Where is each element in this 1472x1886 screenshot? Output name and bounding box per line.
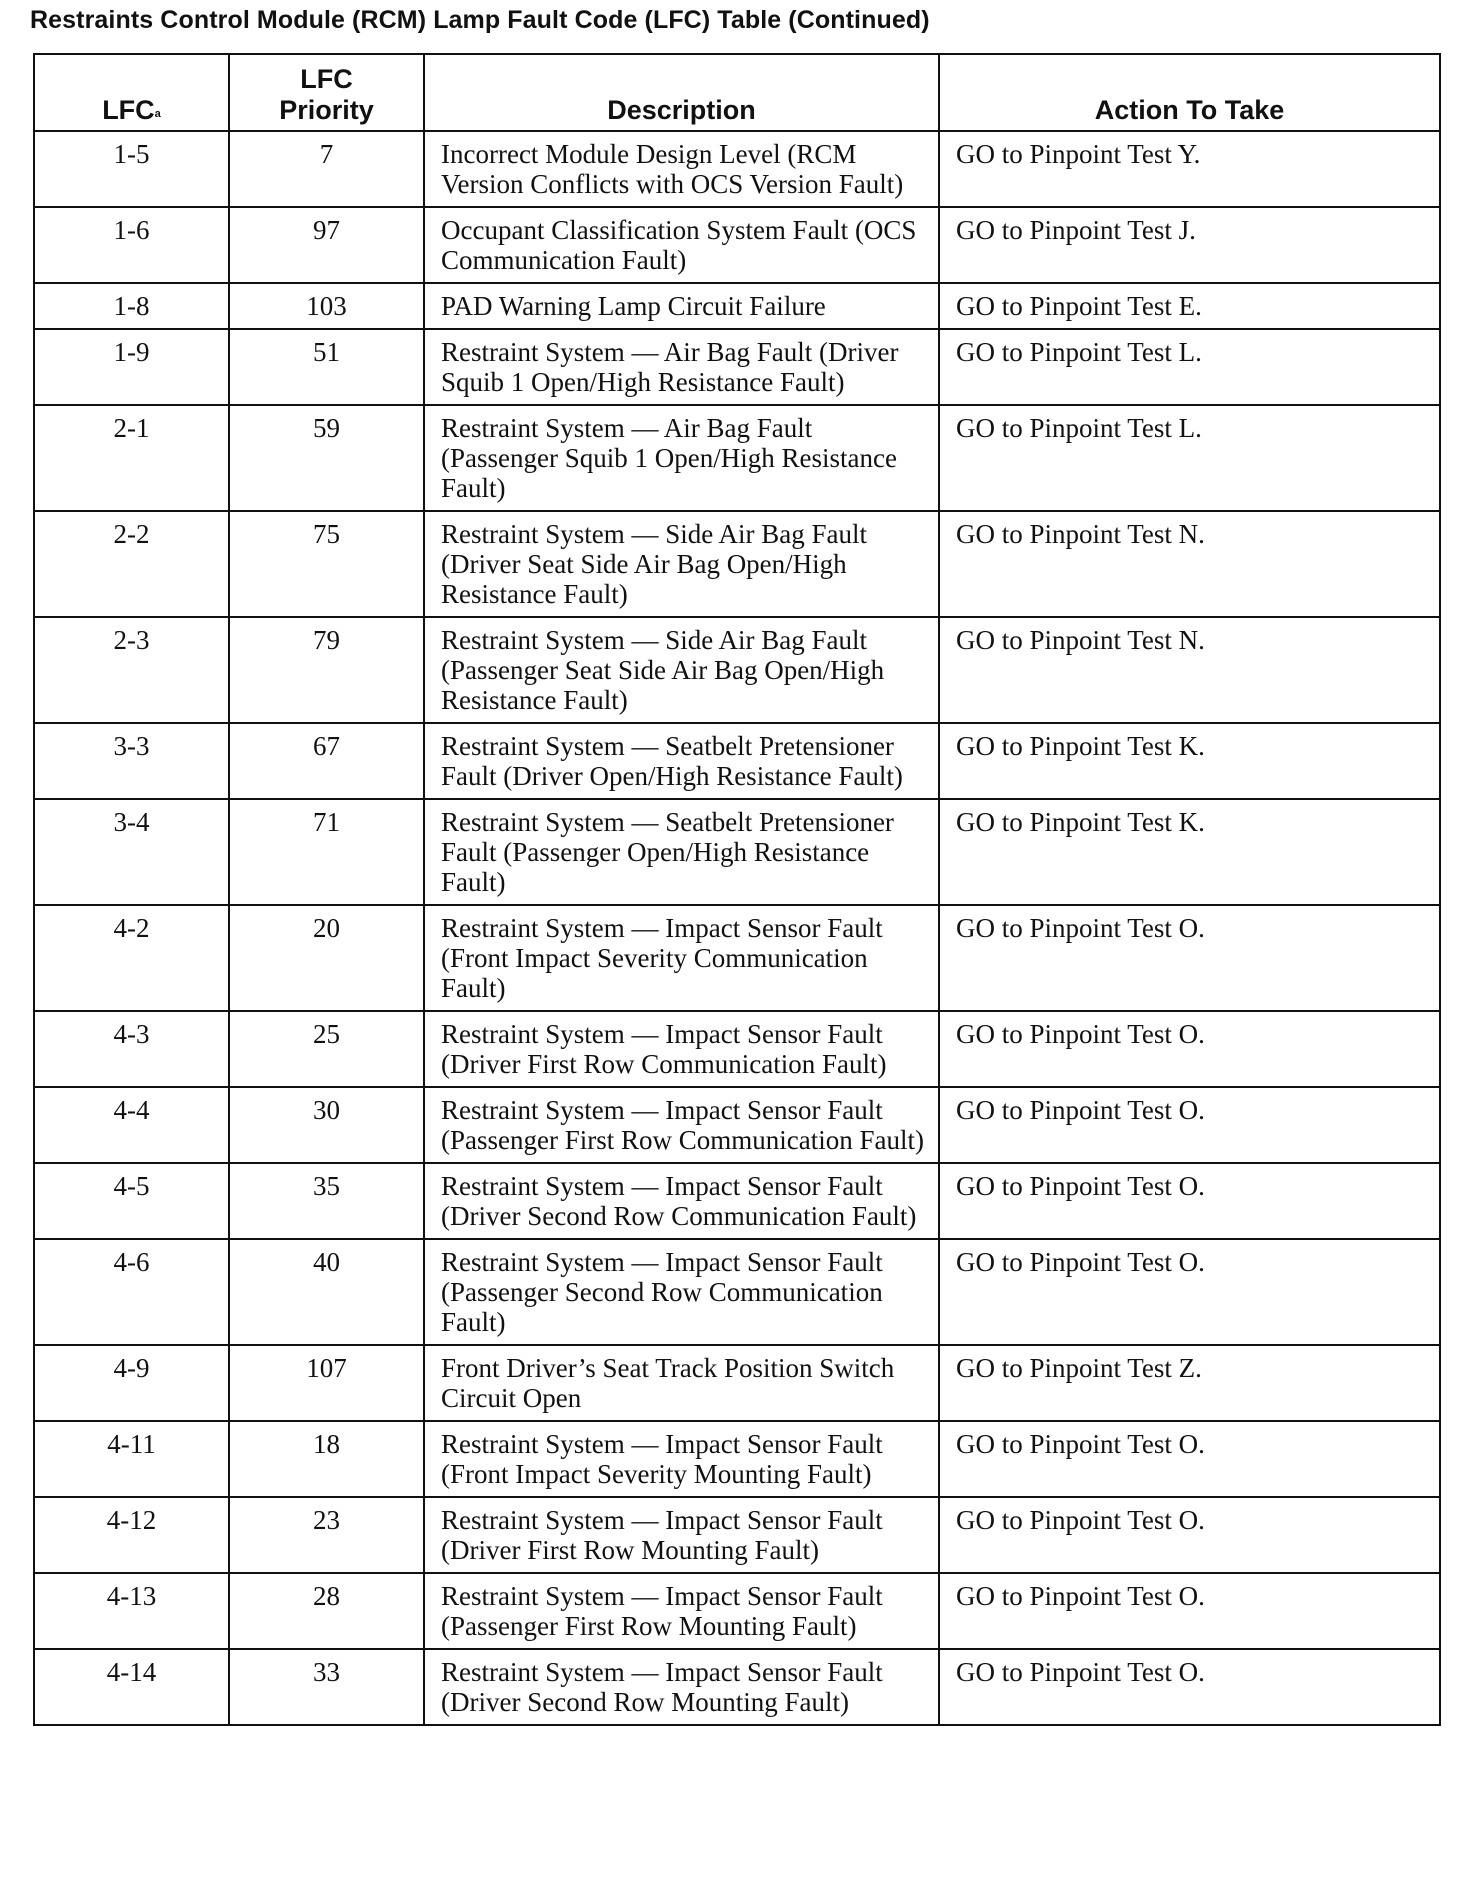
table-row xyxy=(34,1573,1440,1649)
lfc-code-cell: 4-3 xyxy=(34,1011,229,1087)
action-cell: GO to Pinpoint Test O. xyxy=(939,905,1440,1011)
description-cell: Restraint System — Side Air Bag Fault (Driver Seat Side Air Bag Open/High Resistance Fault) xyxy=(424,511,939,617)
description-cell: Incorrect Module Design Level (RCM Version Conflicts with OCS Version Fault) xyxy=(424,131,939,207)
action-cell: GO to Pinpoint Test L. xyxy=(939,405,1440,511)
description-cell: Restraint System — Impact Sensor Fault (Passenger Second Row Communication Fault) xyxy=(424,1239,939,1345)
lfc-priority-cell: 35 xyxy=(229,1163,424,1239)
description-cell: Front Driver’s Seat Track Position Switch Circuit Open xyxy=(424,1345,939,1421)
lfc-code-cell: 3-4 xyxy=(34,799,229,905)
action-cell: GO to Pinpoint Test O. xyxy=(939,1421,1440,1497)
lfc-priority-cell: 40 xyxy=(229,1239,424,1345)
description-cell: Restraint System — Side Air Bag Fault (Passenger Seat Side Air Bag Open/High Resistance Fault) xyxy=(424,617,939,723)
table-row xyxy=(34,905,1440,1011)
description-cell: Occupant Classification System Fault (OCS Communication Fault) xyxy=(424,207,939,283)
description-cell: Restraint System — Seatbelt Pretensioner Fault (Driver Open/High Resistance Fault) xyxy=(424,723,939,799)
lfc-priority-cell: 67 xyxy=(229,723,424,799)
table-row xyxy=(34,1239,1440,1345)
table-row xyxy=(34,131,1440,207)
description-cell: Restraint System — Impact Sensor Fault (Driver First Row Mounting Fault) xyxy=(424,1497,939,1573)
table-row xyxy=(34,511,1440,617)
lfc-code-cell: 4-14 xyxy=(34,1649,229,1725)
description-cell: Restraint System — Impact Sensor Fault (Passenger First Row Mounting Fault) xyxy=(424,1573,939,1649)
lfc-priority-cell: 97 xyxy=(229,207,424,283)
table-row xyxy=(34,283,1440,329)
header-lfc xyxy=(34,54,229,131)
action-cell: GO to Pinpoint Test N. xyxy=(939,617,1440,723)
description-cell: Restraint System — Seatbelt Pretensioner Fault (Passenger Open/High Resistance Fault) xyxy=(424,799,939,905)
table-row xyxy=(34,1087,1440,1163)
lfc-priority-cell: 25 xyxy=(229,1011,424,1087)
description-cell: Restraint System — Impact Sensor Fault (Driver Second Row Mounting Fault) xyxy=(424,1649,939,1725)
lfc-priority-cell: 71 xyxy=(229,799,424,905)
description-cell: Restraint System — Impact Sensor Fault (Passenger First Row Communication Fault) xyxy=(424,1087,939,1163)
lfc-priority-cell: 23 xyxy=(229,1497,424,1573)
table-row xyxy=(34,1345,1440,1421)
action-cell: GO to Pinpoint Test O. xyxy=(939,1497,1440,1573)
header-description: Description xyxy=(424,54,939,131)
lfc-code-cell: 4-6 xyxy=(34,1239,229,1345)
action-cell: GO to Pinpoint Test O. xyxy=(939,1649,1440,1725)
lfc-code-cell: 4-11 xyxy=(34,1421,229,1497)
action-cell: GO to Pinpoint Test O. xyxy=(939,1239,1440,1345)
lfc-priority-cell: 7 xyxy=(229,131,424,207)
lfc-code-cell: 4-12 xyxy=(34,1497,229,1573)
table-row xyxy=(34,1497,1440,1573)
table-row xyxy=(34,617,1440,723)
lfc-priority-cell: 107 xyxy=(229,1345,424,1421)
lfc-priority-cell: 20 xyxy=(229,905,424,1011)
description-cell: Restraint System — Impact Sensor Fault (Front Impact Severity Mounting Fault) xyxy=(424,1421,939,1497)
action-cell: GO to Pinpoint Test O. xyxy=(939,1087,1440,1163)
lfc-code-cell: 2-3 xyxy=(34,617,229,723)
lfc-priority-cell: 59 xyxy=(229,405,424,511)
description-cell: Restraint System — Air Bag Fault (Driver Squib 1 Open/High Resistance Fault) xyxy=(424,329,939,405)
table-row xyxy=(34,1649,1440,1725)
action-cell: GO to Pinpoint Test K. xyxy=(939,723,1440,799)
header-priority: LFC Priority xyxy=(229,54,424,131)
action-cell: GO to Pinpoint Test O. xyxy=(939,1011,1440,1087)
lfc-table xyxy=(33,53,1441,1726)
footnote-marker: a xyxy=(154,108,161,120)
action-cell: GO to Pinpoint Test N. xyxy=(939,511,1440,617)
lfc-priority-cell: 51 xyxy=(229,329,424,405)
action-cell: GO to Pinpoint Test J. xyxy=(939,207,1440,283)
table-row xyxy=(34,405,1440,511)
table-row xyxy=(34,329,1440,405)
table-body xyxy=(34,131,1440,1725)
action-cell: GO to Pinpoint Test Z. xyxy=(939,1345,1440,1421)
lfc-code-cell: 1-6 xyxy=(34,207,229,283)
header-lfc-label: LFC xyxy=(102,95,155,125)
lfc-code-cell: 3-3 xyxy=(34,723,229,799)
lfc-priority-cell: 79 xyxy=(229,617,424,723)
lfc-code-cell: 4-4 xyxy=(34,1087,229,1163)
description-cell: Restraint System — Impact Sensor Fault (Front Impact Severity Communication Fault) xyxy=(424,905,939,1011)
table-row xyxy=(34,207,1440,283)
lfc-priority-cell: 33 xyxy=(229,1649,424,1725)
table-row xyxy=(34,1163,1440,1239)
lfc-code-cell: 4-5 xyxy=(34,1163,229,1239)
lfc-code-cell: 1-5 xyxy=(34,131,229,207)
lfc-priority-cell: 28 xyxy=(229,1573,424,1649)
lfc-code-cell: 1-9 xyxy=(34,329,229,405)
table-row xyxy=(34,1011,1440,1087)
action-cell: GO to Pinpoint Test L. xyxy=(939,329,1440,405)
lfc-priority-cell: 18 xyxy=(229,1421,424,1497)
description-cell: Restraint System — Air Bag Fault (Passenger Squib 1 Open/High Resistance Fault) xyxy=(424,405,939,511)
action-cell: GO to Pinpoint Test O. xyxy=(939,1573,1440,1649)
lfc-code-cell: 1-8 xyxy=(34,283,229,329)
lfc-code-cell: 2-1 xyxy=(34,405,229,511)
table-row xyxy=(34,799,1440,905)
description-cell: PAD Warning Lamp Circuit Failure xyxy=(424,283,939,329)
lfc-priority-cell: 30 xyxy=(229,1087,424,1163)
table-header-row xyxy=(34,54,1440,131)
table-row xyxy=(34,723,1440,799)
table-row xyxy=(34,1421,1440,1497)
lfc-priority-cell: 75 xyxy=(229,511,424,617)
lfc-code-cell: 4-9 xyxy=(34,1345,229,1421)
header-action: Action To Take xyxy=(939,54,1440,131)
lfc-code-cell: 4-2 xyxy=(34,905,229,1011)
lfc-code-cell: 2-2 xyxy=(34,511,229,617)
action-cell: GO to Pinpoint Test Y. xyxy=(939,131,1440,207)
lfc-code-cell: 4-13 xyxy=(34,1573,229,1649)
action-cell: GO to Pinpoint Test O. xyxy=(939,1163,1440,1239)
description-cell: Restraint System — Impact Sensor Fault (Driver Second Row Communication Fault) xyxy=(424,1163,939,1239)
action-cell: GO to Pinpoint Test K. xyxy=(939,799,1440,905)
action-cell: GO to Pinpoint Test E. xyxy=(939,283,1440,329)
description-cell: Restraint System — Impact Sensor Fault (Driver First Row Communication Fault) xyxy=(424,1011,939,1087)
lfc-priority-cell: 103 xyxy=(229,283,424,329)
page-title: Restraints Control Module (RCM) Lamp Fault Code (LFC) Table (Continued) xyxy=(30,6,930,34)
